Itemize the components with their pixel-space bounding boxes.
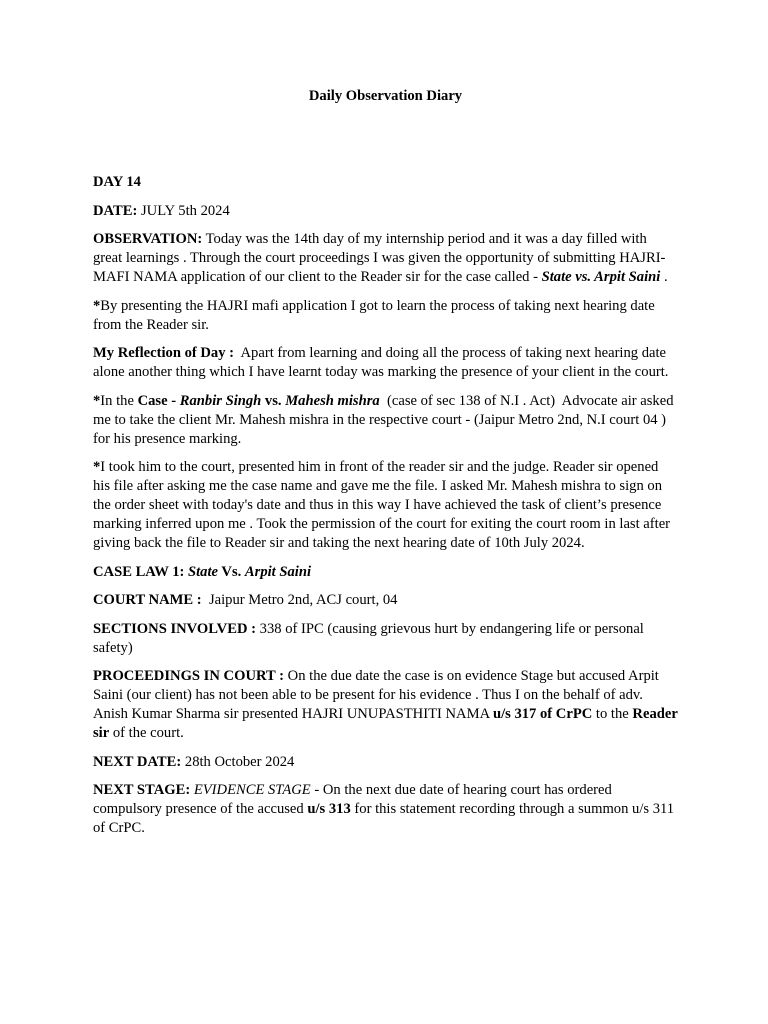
date-label: DATE: xyxy=(93,202,138,219)
hajri-note-paragraph xyxy=(93,297,678,335)
proceedings-reader: Reader sir xyxy=(93,706,678,741)
document-body xyxy=(93,173,678,848)
next-date-label: NEXT DATE: xyxy=(93,753,182,770)
proceedings-paragraph xyxy=(93,667,678,743)
observation-paragraph xyxy=(93,230,678,287)
observation-end: . xyxy=(660,269,668,285)
court-name-label: COURT NAME : xyxy=(93,592,202,608)
next-stage-paragraph xyxy=(93,781,678,838)
case-law-party1: State xyxy=(188,563,219,580)
proceedings-end: of the court. xyxy=(109,725,184,741)
observation-label: OBSERVATION: xyxy=(93,231,203,247)
court-name-line xyxy=(93,591,678,610)
case-note-star: * xyxy=(93,392,101,409)
court-note-star: * xyxy=(93,459,101,475)
reflection-label: My Reflection of Day : xyxy=(93,345,235,361)
next-date-line xyxy=(93,753,678,772)
proceedings-mid: to the xyxy=(592,706,633,722)
case-law-heading xyxy=(93,563,678,582)
next-stage-label: NEXT STAGE: xyxy=(93,782,191,798)
proceedings-text: On the due date the case is on evidence Stage but accused Arpit Saini (our client) has not been able to be present for his evidence . Thus I on the behalf of adv. Anish Kumar Sharma sir presented HAJRI UNUPASTHITI NAMA xyxy=(93,668,659,722)
next-stage-stage: EVIDENCE STAGE xyxy=(190,782,311,798)
next-stage-section-ref: u/s 313 xyxy=(307,801,351,817)
next-stage-end: for this statement recording through a summon u/s 311 of CrPC. xyxy=(93,801,675,836)
date-line xyxy=(93,202,678,221)
case-note-vs: vs. xyxy=(261,392,286,409)
date-value: JULY 5th 2024 xyxy=(137,202,230,219)
sections-paragraph xyxy=(93,620,678,658)
sections-value: 338 of IPC (causing grievous hurt by endangering life or personal safety) xyxy=(93,620,644,656)
sections-label: SECTIONS INVOLVED : xyxy=(93,620,256,637)
reflection-paragraph xyxy=(93,344,678,382)
next-date-value: 28th October 2024 xyxy=(181,753,295,770)
observation-text: Today was the 14th day of my internship period and it was a day filled with great learnings . Through the court proceedings I was given the opportunity of submitting HAJRI-MAFI NAMA application of our client to the Reader sir for the case called - xyxy=(93,231,666,285)
hajri-note-text: By presenting the HAJRI mafi application I got to learn the process of taking next hearing date from the Reader sir. xyxy=(93,297,655,333)
case-note-party1: Ranbir Singh xyxy=(179,392,262,409)
court-note-paragraph xyxy=(93,458,678,553)
proceedings-label: PROCEEDINGS IN COURT : xyxy=(93,668,284,684)
case-note-case-label: Case - xyxy=(137,392,180,409)
case-note-party2: Mahesh mishra xyxy=(285,392,380,409)
document-title: Daily Observation Diary xyxy=(308,88,463,104)
court-note-text: I took him to the court, presented him in front of the reader sir and the judge. Reader sir opened his file after asking me the case name and gave me the file. I asked Mr. Mahesh mishra to sign on the order sheet with today's date and thus in this way I have achieved the task of client’s presence marking inferred upon me . Took the permission of the court for exiting the court room in last after giving back the file to Reader sir and taking the next hearing date of 10th July 2024. xyxy=(93,459,671,551)
day-heading xyxy=(93,173,678,192)
next-stage-text: - On the next due date of hearing court has ordered compulsory presence of the accused xyxy=(93,782,612,817)
day-heading-text: DAY 14 xyxy=(93,174,141,190)
observation-case-name: State vs. Arpit Saini xyxy=(541,269,661,285)
proceedings-section-ref: u/s 317 of CrPC xyxy=(492,706,593,722)
case-law-label: CASE LAW 1: xyxy=(93,563,189,580)
case-note-text: (case of sec 138 of N.I . Act) Advocate air asked me to take the client Mr. Mahesh mishra in the respective court - (Jaipur Metro 2nd, N.I court 04 ) for his presence marking. xyxy=(93,392,678,447)
hajri-note-star: * xyxy=(93,297,101,314)
reflection-text: Apart from learning and doing all the process of taking next hearing date alone another thing which I have learnt today was marking the presence of your client in the court. xyxy=(93,345,670,380)
case-note-prefix: In the xyxy=(100,392,138,409)
case-note-paragraph xyxy=(93,392,678,449)
case-law-party2: Arpit Saini xyxy=(244,563,312,580)
case-law-vs: Vs. xyxy=(218,563,245,580)
court-name-value: Jaipur Metro 2nd, ACJ court, 04 xyxy=(201,592,398,608)
